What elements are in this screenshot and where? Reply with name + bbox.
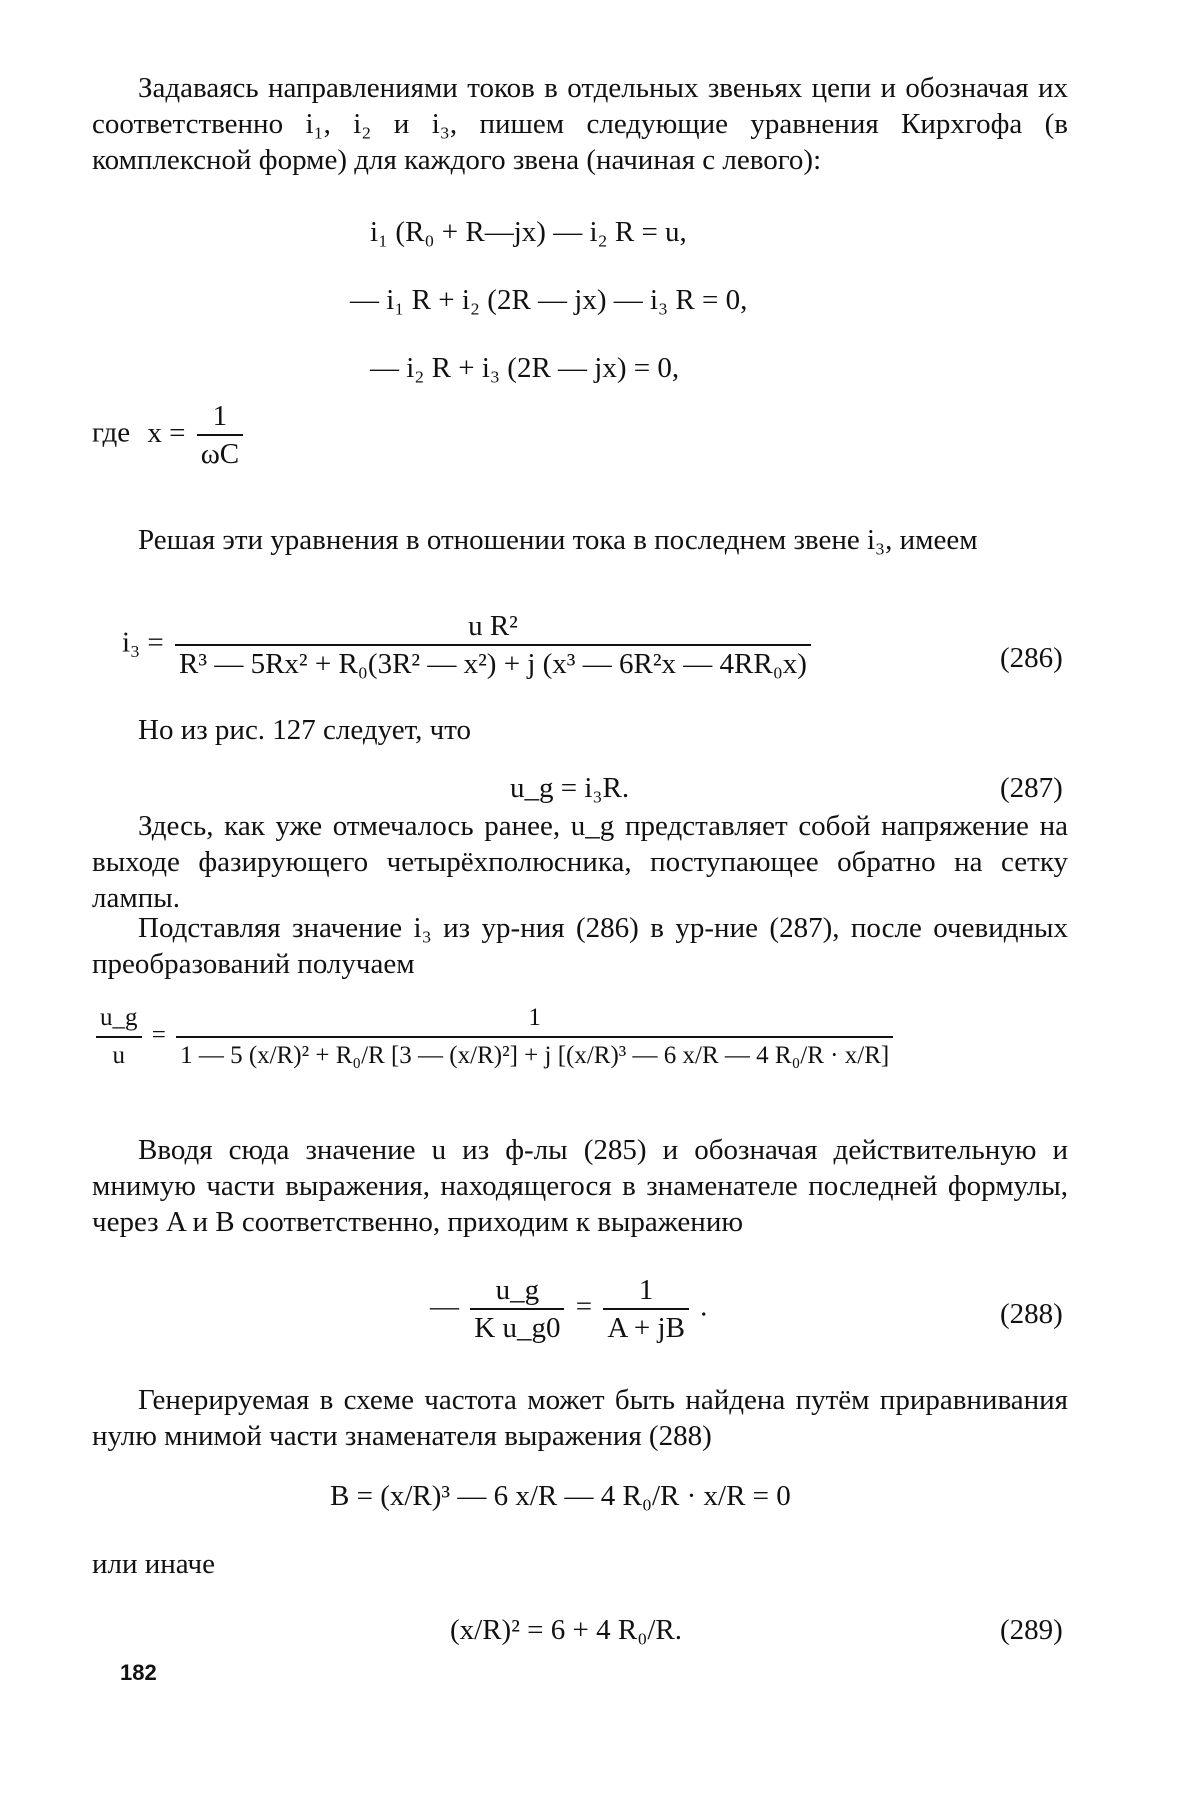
eq286-numerator: u R² (175, 608, 811, 646)
paragraph-substituting: Подставляя значение i₃ из ур-ния (286) в ур-ние (287), после очевидных преобразований получаем (92, 912, 1068, 980)
where-numerator: 1 (197, 398, 243, 436)
eq288-rhs-numerator: 1 (603, 1272, 689, 1310)
paragraph-output-voltage: Здесь, как уже отмечалось ранее, u_g представляет собой напряжение на выходе фазирующего четырёхполюсника, поступающее обратно на сетку лампы. (92, 810, 1068, 914)
kirchhoff-equation-3: — i₂ R + i₃ (2R — jx) = 0, (370, 352, 680, 384)
kirchhoff-equation-2: — i₁ R + i₂ (2R — jx) — i₃ R = 0, (350, 284, 748, 316)
where-lhs: x = (147, 416, 186, 449)
eq288-lhs-numerator: u_g (470, 1272, 564, 1310)
ratio-rhs-numerator: 1 (176, 1000, 893, 1038)
eq288-rhs-denominator: A + jB (607, 1312, 685, 1344)
paragraph-frequency: Генерируемая в схеме частота может быть найдена путём приравнивания нулю мнимой части знаменателя выражения (288) (92, 1384, 1068, 1452)
equation-289: (x/R)² = 6 + 4 R₀/R. (450, 1614, 682, 1646)
equation-286 (122, 608, 815, 682)
eq286-lhs: i₃ = (122, 626, 164, 659)
equation-imaginary-part: B = (x/R)³ — 6 x/R — 4 R₀/R · x/R = 0 (330, 1480, 791, 1512)
paragraph-intro: Задаваясь направлениями токов в отдельных звеньях цепи и обозначая их соответственно i₁, i₂ и i₃, пишем следующие уравнения Кирхгофа (в комплексной форме) для каждого звена (начиная с левого): (92, 72, 1068, 176)
kirchhoff-equation-1: i₁ (R₀ + R—jx) — i₂ R = u, (370, 216, 687, 248)
paragraph-figure-ref: Но из рис. 127 следует, что (138, 714, 472, 746)
eq286-denominator: R³ — 5Rx² + R₀(3R² — x²) + j (x³ — 6R²x — 4RR₀x) (179, 648, 807, 680)
eq288-lhs-denominator: K u_g0 (474, 1312, 561, 1344)
ratio-lhs-fraction (96, 1000, 142, 1074)
page-number: 182 (120, 1660, 157, 1685)
ratio-lhs-denominator: u (112, 1042, 125, 1069)
ratio-rhs-denominator: 1 — 5 (x/R)² + R₀/R [3 — (x/R)²] + j [(x/R)³ — 6 x/R — 4 R₀/R · x/R] (180, 1042, 890, 1069)
equation-number-287: (287) (1000, 772, 1063, 804)
equation-voltage-ratio: $\frac{u\_g}{u}$ = 1 1 — 5 (x/R)² + R₀/R [3 — (x/R)²] + j [(x/R)³ — 6 x/R — 4 R₀/R · x/R] (92, 1000, 897, 1074)
equation-288: — $\frac{u\_g}{\text{K u\_g0}}$ = $\frac{1}{A + jB}$ . (430, 1274, 708, 1344)
eq288-rhs-fraction (603, 1272, 689, 1346)
equation-number-286: (286) (1000, 642, 1063, 674)
paragraph-solving: Решая эти уравнения в отношении тока в последнем звене i₃, имеем (138, 524, 978, 556)
paragraph-introducing-u: Вводя сюда значение u из ф-лы (285) и обозначая действительную и мнимую части выражения, находящегося в знаменателе последней формулы, через A и B соответственно, приходим к выражению (92, 1134, 1068, 1238)
eq286-fraction (175, 608, 811, 682)
where-denominator: ωC (200, 438, 240, 470)
equation-number-289: (289) (1000, 1614, 1063, 1646)
where-prefix: где (92, 416, 131, 449)
eq288-lhs-fraction (470, 1272, 564, 1346)
ratio-rhs-fraction (176, 1000, 893, 1074)
equation-287: u_g = i₃R. (510, 772, 630, 804)
where-fraction (197, 398, 243, 472)
paragraph-otherwise: или иначе (92, 1548, 215, 1580)
where-x-definition (92, 398, 247, 472)
ratio-lhs-numerator: u_g (96, 1000, 142, 1038)
equation-number-288: (288) (1000, 1298, 1063, 1330)
